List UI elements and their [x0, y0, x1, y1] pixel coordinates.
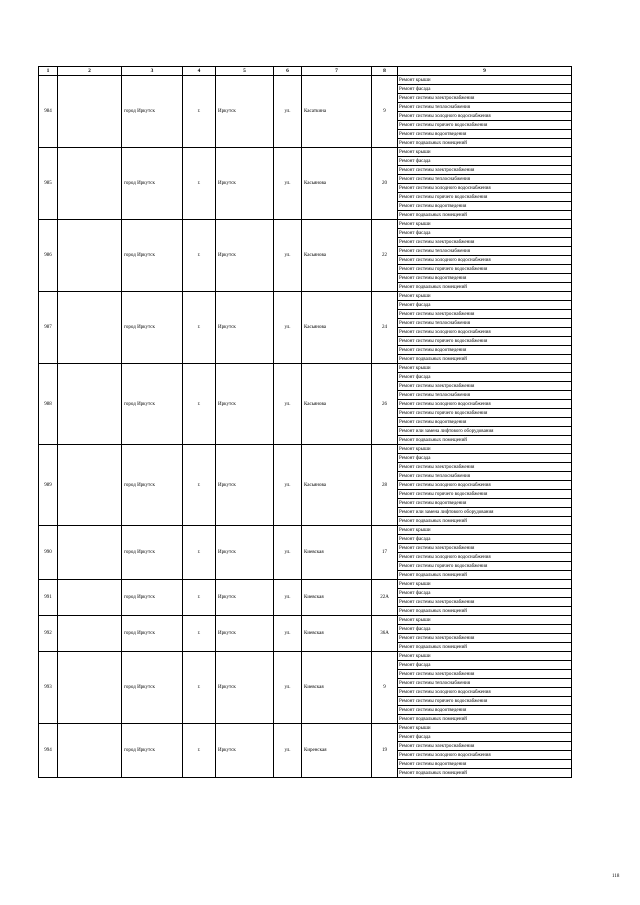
work-item: Ремонт подвальных помещений: [398, 211, 572, 220]
row-street-type: ул.: [274, 616, 302, 652]
work-item: Ремонт системы холодного водоснабжения: [398, 256, 572, 265]
row-street-type: ул.: [274, 580, 302, 616]
work-item: Ремонт системы электроснабжения: [398, 94, 572, 103]
work-item: Ремонт системы горячего водоснабжения: [398, 409, 572, 418]
work-item: Ремонт подвальных помещений: [398, 769, 572, 778]
table-row: [39, 76, 572, 85]
work-item: Ремонт системы горячего водоснабжения: [398, 697, 572, 706]
row-locality: город Иркутск: [122, 616, 183, 652]
row-city: Иркутск: [216, 76, 274, 148]
table-row: [39, 445, 572, 454]
work-item: Ремонт фасада: [398, 85, 572, 94]
row-col2: [58, 364, 122, 445]
row-house: 22: [372, 220, 398, 292]
work-item: Ремонт системы электроснабжения: [398, 670, 572, 679]
row-number: 992: [39, 616, 58, 652]
work-item: Ремонт крыши: [398, 220, 572, 229]
table-row: [39, 724, 572, 733]
work-item: Ремонт системы холодного водоснабжения: [398, 184, 572, 193]
row-col2: [58, 616, 122, 652]
work-item: Ремонт крыши: [398, 76, 572, 85]
row-street-type: ул.: [274, 292, 302, 364]
work-item: Ремонт подвальных помещений: [398, 715, 572, 724]
row-city: Иркутск: [216, 724, 274, 778]
row-street: Киевская: [302, 652, 372, 724]
row-city: Иркутск: [216, 364, 274, 445]
header-col-6: 6: [274, 67, 302, 76]
row-street-type: ул.: [274, 364, 302, 445]
work-item: Ремонт системы водоотведения: [398, 760, 572, 769]
work-item: Ремонт системы электроснабжения: [398, 463, 572, 472]
row-street: Касьянова: [302, 220, 372, 292]
work-item: Ремонт системы горячего водоснабжения: [398, 121, 572, 130]
row-settlement-type: г.: [183, 724, 216, 778]
row-street: Касьянова: [302, 292, 372, 364]
row-locality: город Иркутск: [122, 724, 183, 778]
work-item: Ремонт системы водоотведения: [398, 499, 572, 508]
work-item: Ремонт системы теплоснабжения: [398, 247, 572, 256]
row-col2: [58, 76, 122, 148]
table-row: [39, 526, 572, 535]
work-item: Ремонт крыши: [398, 364, 572, 373]
row-number: 988: [39, 364, 58, 445]
work-item: Ремонт крыши: [398, 292, 572, 301]
work-item: Ремонт подвальных помещений: [398, 607, 572, 616]
work-item: Ремонт крыши: [398, 652, 572, 661]
row-house: 26: [372, 364, 398, 445]
work-item: Ремонт фасада: [398, 625, 572, 634]
work-item: Ремонт системы водоотведения: [398, 274, 572, 283]
work-item: Ремонт системы холодного водоснабжения: [398, 481, 572, 490]
row-settlement-type: г.: [183, 580, 216, 616]
header-col-7: 7: [302, 67, 372, 76]
row-city: Иркутск: [216, 292, 274, 364]
work-item: Ремонт крыши: [398, 445, 572, 454]
row-number: 994: [39, 724, 58, 778]
row-house: 24: [372, 292, 398, 364]
header-col-3: 3: [122, 67, 183, 76]
row-settlement-type: г.: [183, 148, 216, 220]
work-item: Ремонт системы теплоснабжения: [398, 472, 572, 481]
row-house: 9: [372, 652, 398, 724]
work-item: Ремонт системы теплоснабжения: [398, 175, 572, 184]
row-street: Касьянова: [302, 445, 372, 526]
row-street-type: ул.: [274, 148, 302, 220]
table-row: [39, 580, 572, 589]
work-item: Ремонт системы электроснабжения: [398, 310, 572, 319]
work-item: Ремонт системы теплоснабжения: [398, 103, 572, 112]
work-item: Ремонт подвальных помещений: [398, 517, 572, 526]
row-col2: [58, 148, 122, 220]
work-item: Ремонт или замена лифтового оборудования: [398, 427, 572, 436]
row-street: Киевская: [302, 616, 372, 652]
row-number: 990: [39, 526, 58, 580]
row-house: 20: [372, 148, 398, 220]
work-item: Ремонт системы электроснабжения: [398, 166, 572, 175]
work-item: Ремонт системы теплоснабжения: [398, 679, 572, 688]
row-city: Иркутск: [216, 652, 274, 724]
row-street: Касьянова: [302, 364, 372, 445]
row-house: 9: [372, 76, 398, 148]
work-item: Ремонт крыши: [398, 148, 572, 157]
work-item: Ремонт крыши: [398, 724, 572, 733]
row-street-type: ул.: [274, 220, 302, 292]
work-item: Ремонт системы холодного водоснабжения: [398, 400, 572, 409]
row-settlement-type: г.: [183, 652, 216, 724]
work-item: Ремонт системы горячего водоснабжения: [398, 490, 572, 499]
header-col-9: 9: [398, 67, 572, 76]
row-house: 17: [372, 526, 398, 580]
header-col-2: 2: [58, 67, 122, 76]
work-item: Ремонт фасада: [398, 589, 572, 598]
header-col-1: 1: [39, 67, 58, 76]
row-street: Киренская: [302, 724, 372, 778]
work-item: Ремонт системы водоотведения: [398, 346, 572, 355]
row-number: 991: [39, 580, 58, 616]
table-row: [39, 220, 572, 229]
work-item: Ремонт фасада: [398, 535, 572, 544]
row-locality: город Иркутск: [122, 526, 183, 580]
row-number: 984: [39, 76, 58, 148]
work-item: Ремонт подвальных помещений: [398, 643, 572, 652]
row-number: 993: [39, 652, 58, 724]
work-item: Ремонт системы водоотведения: [398, 202, 572, 211]
row-locality: город Иркутск: [122, 220, 183, 292]
row-col2: [58, 292, 122, 364]
work-item: Ремонт подвальных помещений: [398, 355, 572, 364]
row-locality: город Иркутск: [122, 652, 183, 724]
work-item: Ремонт системы электроснабжения: [398, 598, 572, 607]
row-settlement-type: г.: [183, 76, 216, 148]
work-item: Ремонт системы горячего водоснабжения: [398, 265, 572, 274]
table-row: [39, 616, 572, 625]
work-item: Ремонт фасада: [398, 229, 572, 238]
work-item: Ремонт фасада: [398, 733, 572, 742]
work-item: Ремонт подвальных помещений: [398, 283, 572, 292]
work-item: Ремонт системы холодного водоснабжения: [398, 751, 572, 760]
row-col2: [58, 652, 122, 724]
work-item: Ремонт системы электроснабжения: [398, 634, 572, 643]
row-number: 989: [39, 445, 58, 526]
work-item: Ремонт системы холодного водоснабжения: [398, 688, 572, 697]
header-col-8: 8: [372, 67, 398, 76]
row-street: Киевская: [302, 580, 372, 616]
row-settlement-type: г.: [183, 445, 216, 526]
work-item: Ремонт системы электроснабжения: [398, 382, 572, 391]
header-col-4: 4: [183, 67, 216, 76]
table-row: [39, 292, 572, 301]
work-item: Ремонт крыши: [398, 616, 572, 625]
row-city: Иркутск: [216, 445, 274, 526]
row-street: Касаткина: [302, 76, 372, 148]
work-item: Ремонт фасада: [398, 661, 572, 670]
table-row: [39, 364, 572, 373]
work-item: Ремонт системы электроснабжения: [398, 742, 572, 751]
work-item: Ремонт системы водоотведения: [398, 130, 572, 139]
row-city: Иркутск: [216, 580, 274, 616]
work-item: Ремонт системы горячего водоснабжения: [398, 193, 572, 202]
work-item: Ремонт системы холодного водоснабжения: [398, 328, 572, 337]
row-locality: город Иркутск: [122, 580, 183, 616]
work-item: Ремонт крыши: [398, 580, 572, 589]
row-col2: [58, 526, 122, 580]
row-locality: город Иркутск: [122, 148, 183, 220]
table-body: [39, 76, 572, 778]
header-col-5: 5: [216, 67, 274, 76]
work-item: Ремонт подвальных помещений: [398, 436, 572, 445]
work-item: Ремонт подвальных помещений: [398, 571, 572, 580]
row-street-type: ул.: [274, 724, 302, 778]
row-locality: город Иркутск: [122, 292, 183, 364]
row-col2: [58, 220, 122, 292]
row-street-type: ул.: [274, 76, 302, 148]
work-item: Ремонт системы теплоснабжения: [398, 319, 572, 328]
repair-program-table: [38, 66, 572, 778]
header-row: [39, 67, 572, 76]
work-item: Ремонт фасада: [398, 373, 572, 382]
work-item: Ремонт системы электроснабжения: [398, 238, 572, 247]
row-number: 985: [39, 148, 58, 220]
work-item: Ремонт фасада: [398, 454, 572, 463]
row-settlement-type: г.: [183, 526, 216, 580]
row-house: 19: [372, 724, 398, 778]
row-settlement-type: г.: [183, 364, 216, 445]
row-col2: [58, 724, 122, 778]
row-street-type: ул.: [274, 445, 302, 526]
row-city: Иркутск: [216, 148, 274, 220]
work-item: Ремонт системы горячего водоснабжения: [398, 562, 572, 571]
row-city: Иркутск: [216, 616, 274, 652]
row-settlement-type: г.: [183, 292, 216, 364]
work-item: Ремонт системы водоотведения: [398, 418, 572, 427]
work-item: Ремонт крыши: [398, 526, 572, 535]
row-house: 36А: [372, 616, 398, 652]
row-col2: [58, 445, 122, 526]
work-item: Ремонт системы горячего водоснабжения: [398, 337, 572, 346]
row-city: Иркутск: [216, 220, 274, 292]
page-number: 118: [612, 874, 620, 879]
row-locality: город Иркутск: [122, 364, 183, 445]
row-settlement-type: г.: [183, 220, 216, 292]
work-item: Ремонт системы холодного водоснабжения: [398, 553, 572, 562]
row-house: 22А: [372, 580, 398, 616]
row-number: 986: [39, 220, 58, 292]
work-item: Ремонт системы холодного водоснабжения: [398, 112, 572, 121]
row-street: Киевская: [302, 526, 372, 580]
work-item: Ремонт системы теплоснабжения: [398, 391, 572, 400]
work-item: Ремонт системы водоотведения: [398, 706, 572, 715]
row-street-type: ул.: [274, 652, 302, 724]
row-street-type: ул.: [274, 526, 302, 580]
work-item: Ремонт фасада: [398, 301, 572, 310]
work-item: Ремонт системы электроснабжения: [398, 544, 572, 553]
row-number: 987: [39, 292, 58, 364]
row-city: Иркутск: [216, 526, 274, 580]
work-item: Ремонт подвальных помещений: [398, 139, 572, 148]
row-settlement-type: г.: [183, 616, 216, 652]
row-locality: город Иркутск: [122, 76, 183, 148]
work-item: Ремонт или замена лифтового оборудования: [398, 508, 572, 517]
row-locality: город Иркутск: [122, 445, 183, 526]
table-row: [39, 652, 572, 661]
row-street: Касьянова: [302, 148, 372, 220]
row-house: 28: [372, 445, 398, 526]
table-row: [39, 148, 572, 157]
work-item: Ремонт фасада: [398, 157, 572, 166]
row-col2: [58, 580, 122, 616]
